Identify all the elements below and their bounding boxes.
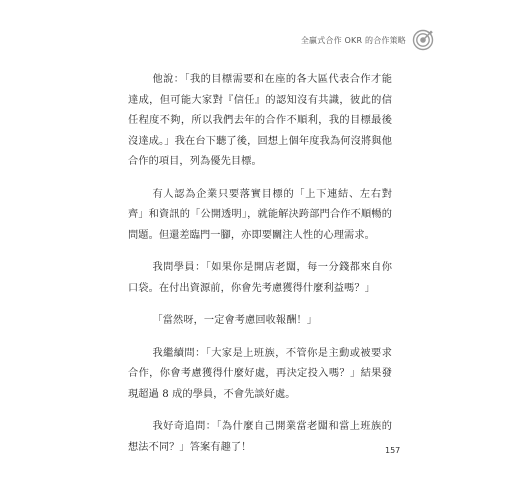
- paragraph: 他說：「我的目標需要和在座的各大區代表合作才能達成，但可能大家對『信任』的認知沒有共識，彼此的信任程度不夠，所以我們去年的合作不順利，我的目標最後沒達成。」我在台下聽了後，回想上個年度我為何沒將與他合作的項目，列為優先目標。: [128, 74, 392, 167]
- page-number: 157: [385, 446, 401, 455]
- paragraph: 我問學員：「如果你是開店老闆，每一分錢都來自你口袋。在付出資源前，你會先考慮獲得什麼利益嗎？」: [128, 262, 392, 294]
- running-header-title: 全贏式合作 OKR 的合作策略: [300, 35, 406, 45]
- paragraph: 「當然呀，一定會考慮回收報酬！」: [152, 315, 318, 326]
- paragraph: 我繼續問：「大家是上班族，不管你是主動或被要求合作，你會考慮獲得什麼好處，再決定投入嗎？」結果發現超過 8 成的學員，不會先談好處。: [128, 347, 392, 400]
- paragraph: 有人認為企業只要落實目標的「上下連結、左右對齊」和資訊的「公開透明」，就能解決跨部門合作不順暢的問題。但還差臨門一腳，亦即要關注人性的心理需求。: [128, 188, 392, 241]
- body-text: [128, 70, 392, 470]
- target-icon: [412, 29, 434, 51]
- running-header: [301, 29, 434, 51]
- paragraph: 我好奇追問：「為什麼自己開業當老闆和當上班族的想法不同？」答案有趣了！: [128, 421, 392, 453]
